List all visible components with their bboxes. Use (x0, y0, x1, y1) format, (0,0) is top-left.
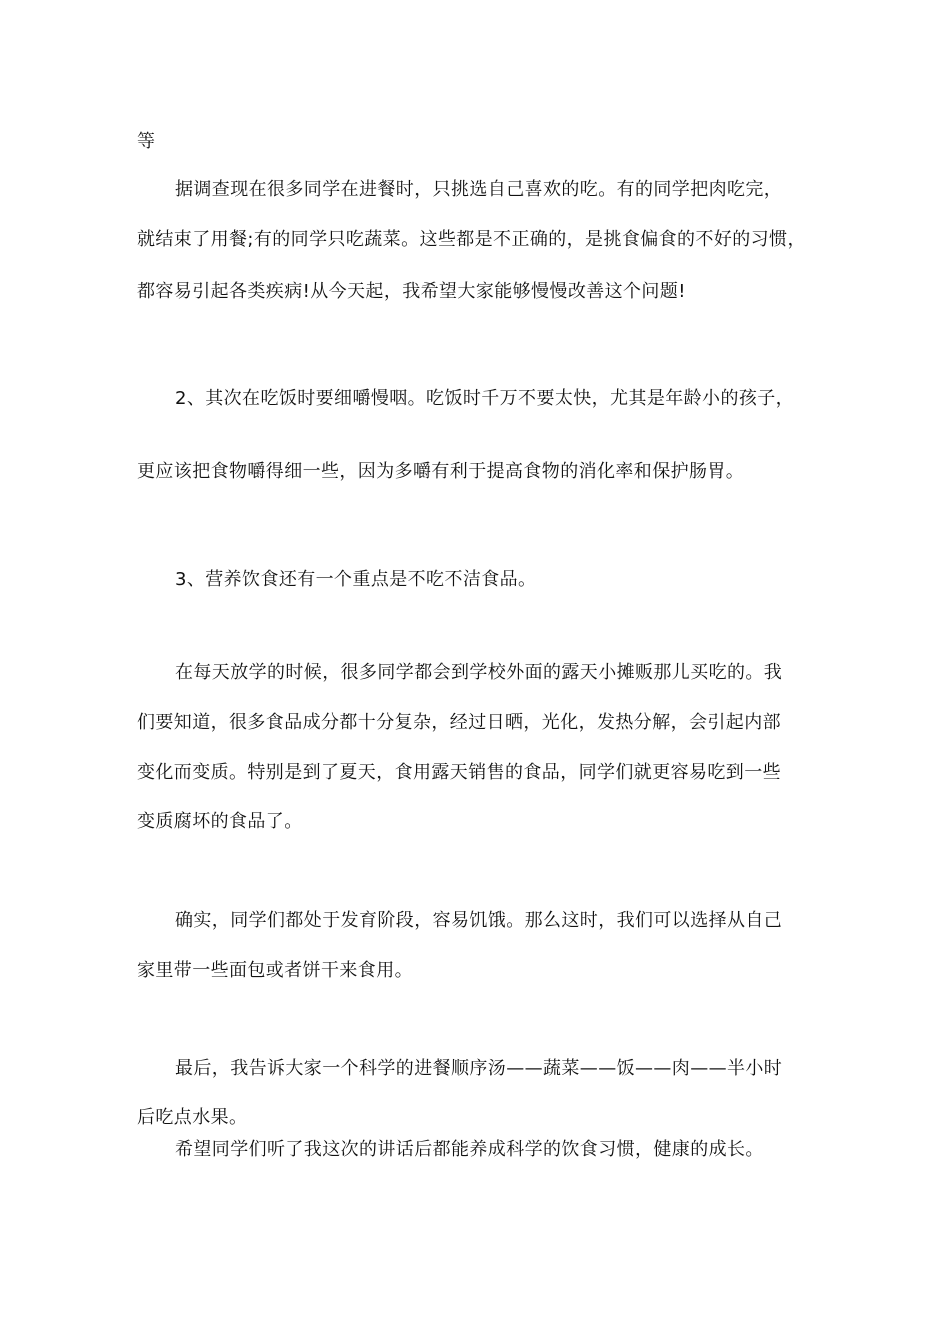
text-line: 们要知道，很多食品成分都十分复杂，经过日晒，光化，发热分解，会引起内部 (137, 712, 781, 733)
text-line: 家里带一些面包或者饼干来食用。 (137, 960, 413, 981)
text-line: 据调查现在很多同学在进餐时，只挑选自己喜欢的吃。有的同学把肉吃完， (175, 179, 783, 200)
text-line: 都容易引起各类疾病!从今天起，我希望大家能够慢慢改善这个问题! (137, 281, 686, 302)
text-line: 等 (137, 131, 156, 152)
text-line: 希望同学们听了我这次的讲话后都能养成科学的饮食习惯，健康的成长。 (175, 1139, 764, 1160)
text-line: 最后，我告诉大家一个科学的进餐顺序汤——蔬菜——饭——肉——半小时 (175, 1058, 783, 1079)
text-line: 在每天放学的时候，很多同学都会到学校外面的露天小摊贩那儿买吃的。我 (175, 662, 783, 683)
text-line: 变质腐坏的食品了。 (137, 811, 303, 832)
text-line: 确实，同学们都处于发育阶段，容易饥饿。那么这时，我们可以选择从自己 (175, 910, 783, 931)
text-line: 后吃点水果。 (137, 1107, 248, 1128)
text-line: 3、营养饮食还有一个重点是不吃不洁食品。 (175, 569, 537, 590)
text-line: 变化而变质。特别是到了夏天，食用露天销售的食品，同学们就更容易吃到一些 (137, 762, 781, 783)
text-line: 更应该把食物嚼得细一些，因为多嚼有利于提高食物的消化率和保护肠胃。 (137, 461, 745, 482)
text-line: 就结束了用餐;有的同学只吃蔬菜。这些都是不正确的，是挑食偏食的不好的习惯， (137, 229, 806, 250)
text-line: 2、其次在吃饭时要细嚼慢咽。吃饭时千万不要太快，尤其是年龄小的孩子， (175, 388, 795, 409)
